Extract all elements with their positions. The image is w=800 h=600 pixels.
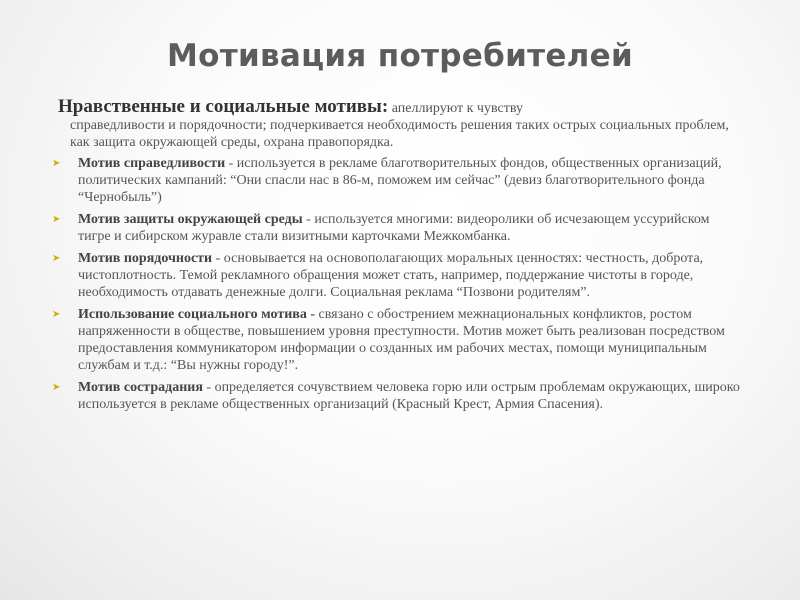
- intro-text-line1: апеллируют к чувству: [388, 101, 523, 116]
- list-item: [52, 306, 742, 374]
- item-text: связано с обострением межнациональных конфликтов, ростом напряженности в обществе, повышением уровня преступности. Мотив может быть реализован посредством предоставления коммуникатором информации о созданных им рабочих местах, помощи муниципальным службам и т.д.: “Вы нужны городу!”.: [78, 307, 725, 373]
- item-term: Мотив сострадания: [78, 380, 203, 395]
- slide-content: [52, 98, 742, 418]
- item-term: Мотив справедливости: [78, 156, 226, 171]
- list-item: [52, 250, 742, 301]
- item-text: - используется в рекламе благотворительных фондов, общественных организаций, политических кампаний: “Они спасли нас в 86-м, поможем им сейчас” (девиз благотворительного фонда “Чернобыль”): [78, 156, 722, 205]
- arrowhead-bullet-icon: ➤: [52, 309, 61, 320]
- intro-heading: Нравственные и социальные мотивы:: [58, 96, 389, 117]
- item-term: Использование социального мотива -: [78, 307, 315, 322]
- arrowhead-bullet-icon: ➤: [52, 253, 61, 264]
- list-item: [52, 211, 742, 245]
- intro-paragraph: [52, 98, 742, 151]
- arrowhead-bullet-icon: ➤: [52, 214, 61, 225]
- motive-list: [52, 155, 742, 413]
- list-item: [52, 155, 742, 206]
- arrowhead-bullet-icon: ➤: [52, 382, 61, 393]
- arrowhead-bullet-icon: ➤: [52, 158, 61, 169]
- list-item: [52, 379, 742, 413]
- item-text: - определяется сочувствием человека горю или острым проблемам окружающих, широко используется в рекламе общественных организаций (Красный Крест, Армия Спасения).: [78, 380, 740, 412]
- item-term: Мотив порядочности: [78, 251, 213, 266]
- item-text: - основывается на основополагающих моральных ценностях: честность, доброта, чистоплотность. Темой рекламного обращения может стать, например, поддержание чистоты в городе, необходимость отдавать денежные долги. Социальная реклама “Позвони родителям”.: [78, 251, 704, 300]
- intro-text-rest: справедливости и порядочности; подчеркивается необходимость решения таких острых социальных проблем, как защита окружающей среды, охрана правопорядка.: [70, 118, 729, 150]
- item-text: - используется многими: видеоролики об исчезающем уссурийском тигре и сибирском журавле стали визитными карточками Межкомбанка.: [78, 212, 710, 244]
- slide-title: Мотивация потребителей: [166, 38, 634, 74]
- item-term: Мотив защиты окружающей среды: [78, 212, 303, 227]
